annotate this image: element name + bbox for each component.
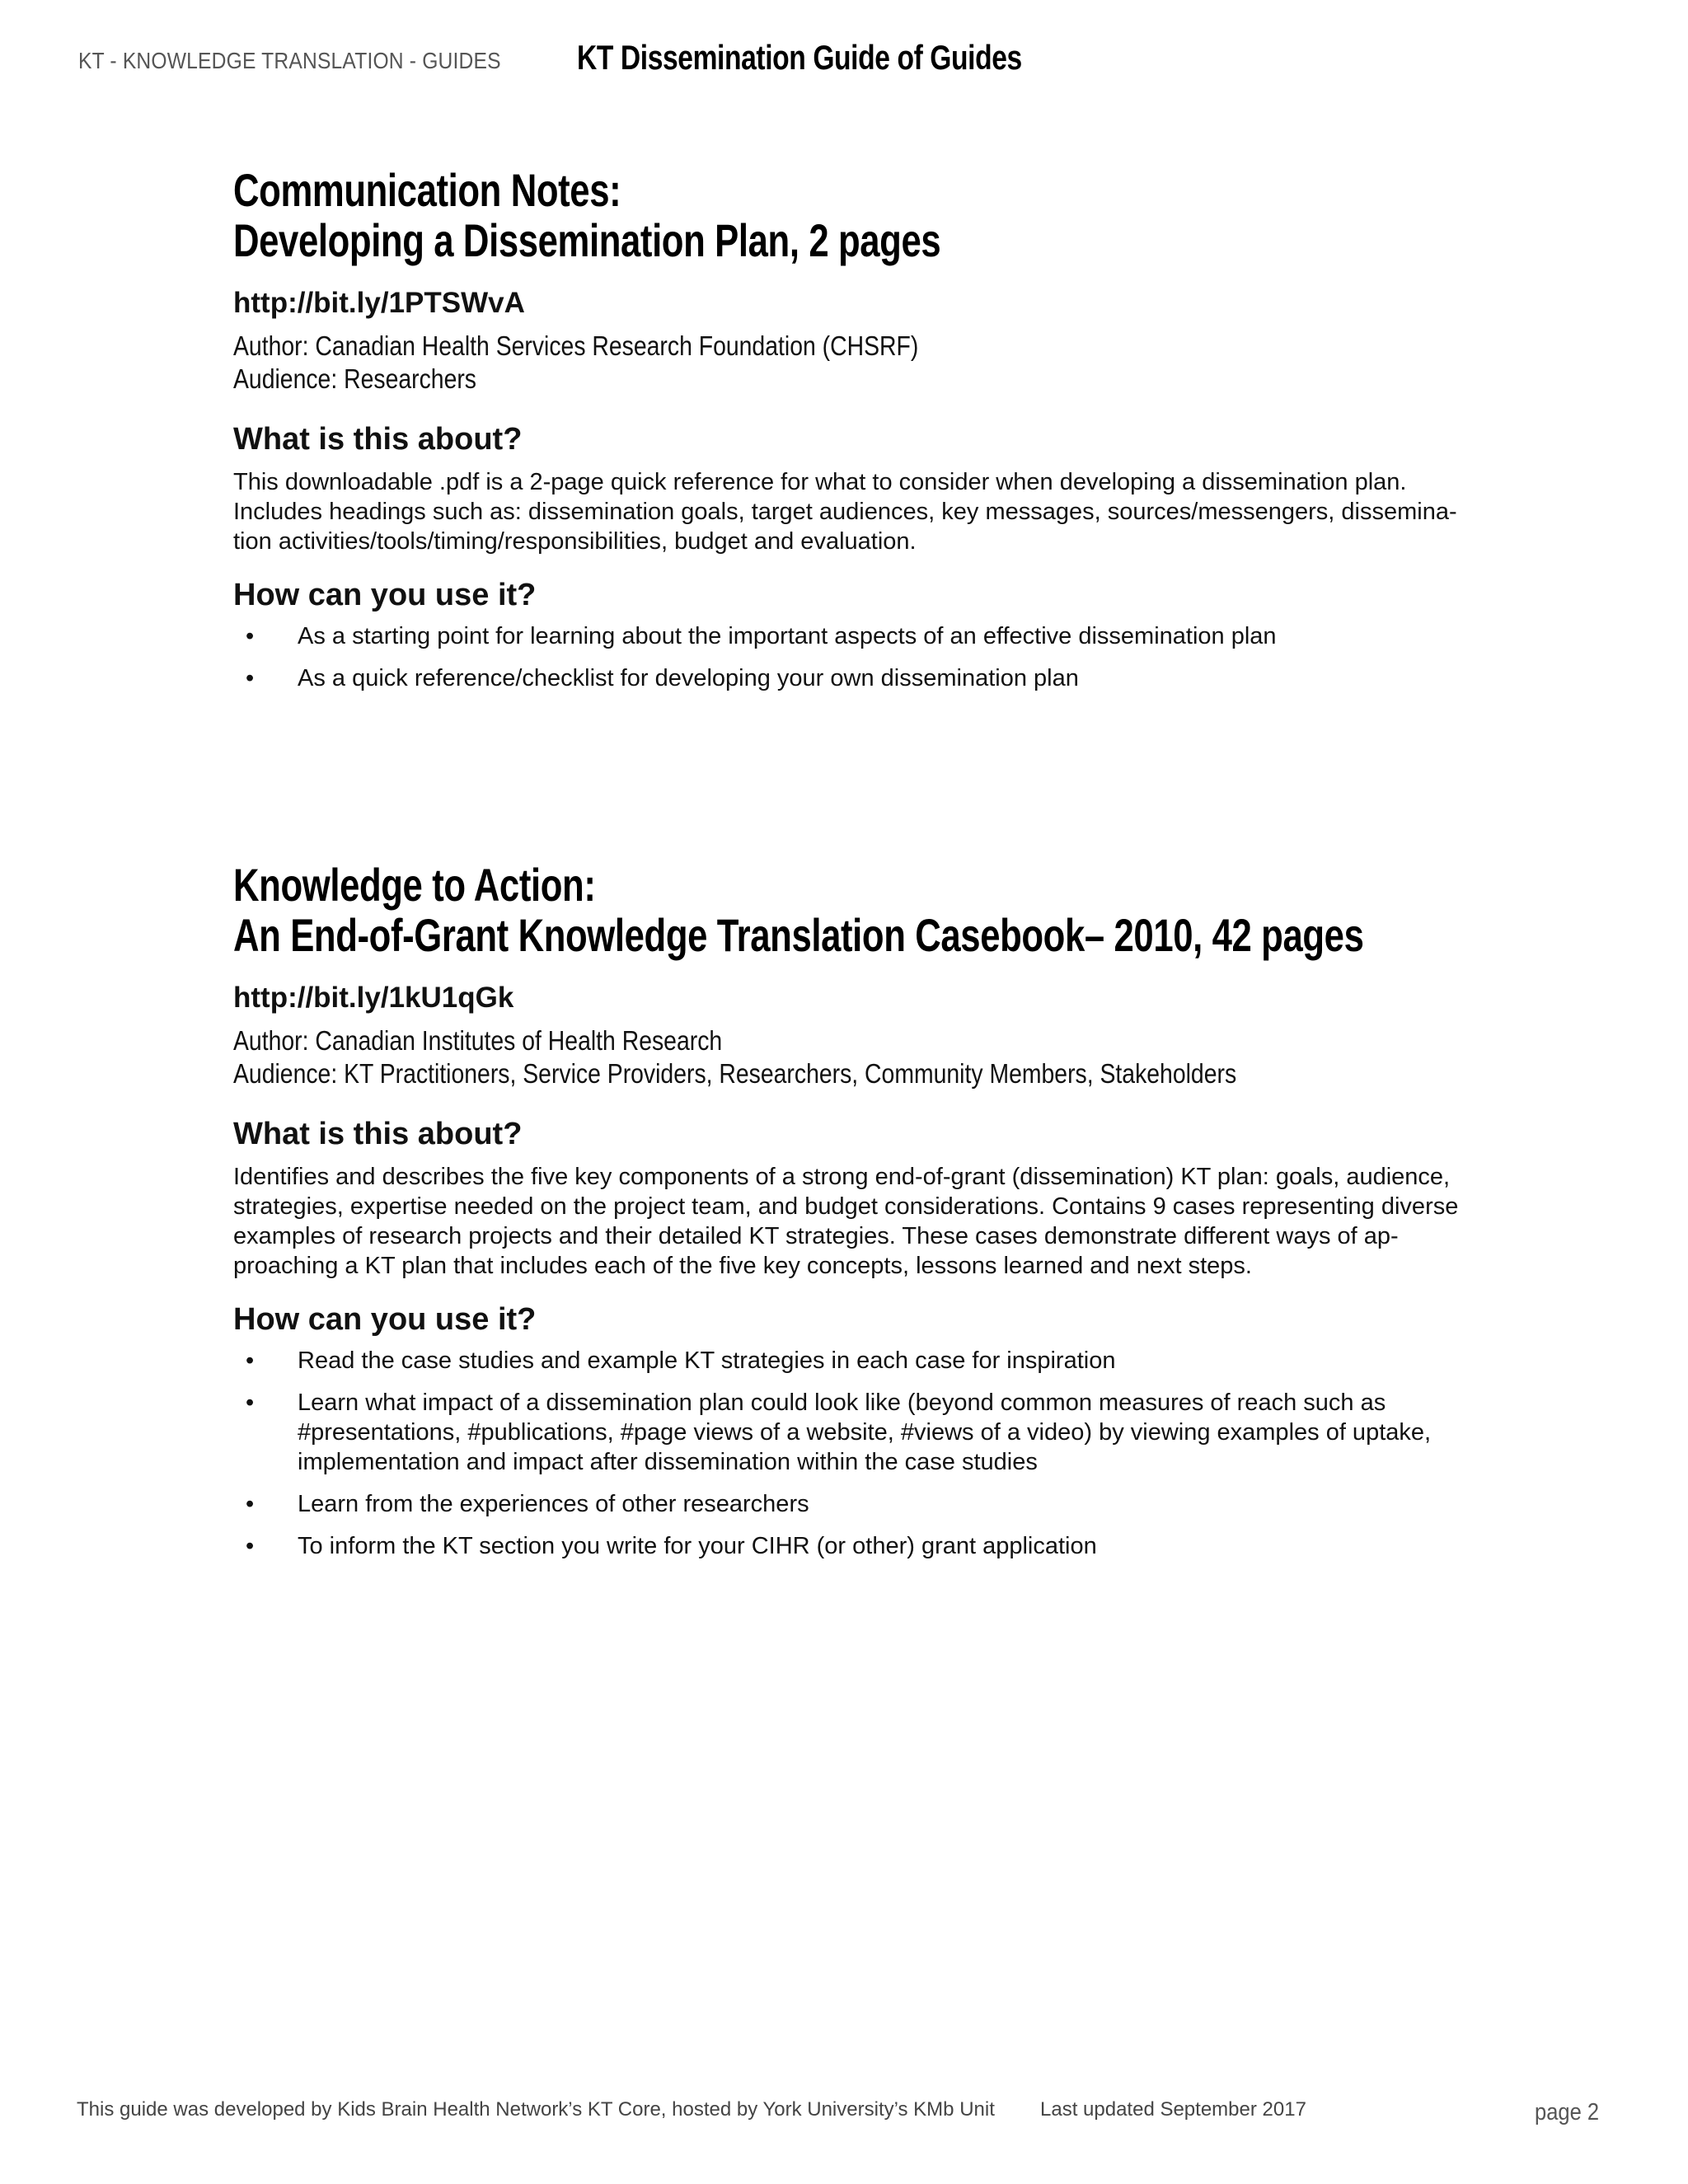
entry-link[interactable]: http://bit.ly/1PTSWvA bbox=[233, 287, 525, 319]
list-item-line: To inform the KT section you write for your CIHR (or other) grant application bbox=[298, 1533, 1097, 1559]
list-item bbox=[233, 1388, 1519, 1477]
use-list bbox=[233, 1346, 1519, 1561]
list-item bbox=[233, 663, 1519, 693]
about-line: tion activities/tools/timing/responsibilities, budget and evaluation. bbox=[233, 528, 917, 555]
footer-page-number: page 2 bbox=[1535, 2099, 1600, 2125]
list-item-line: Read the case studies and example KT strategies in each case for inspiration bbox=[298, 1347, 1116, 1374]
entry-link[interactable]: http://bit.ly/1kU1qGk bbox=[233, 982, 514, 1014]
entry-title-line: Communication Notes: bbox=[233, 164, 621, 216]
list-item bbox=[233, 1531, 1519, 1561]
guide-entry bbox=[233, 165, 1519, 705]
entry-author: Author: Canadian Institutes of Health Research bbox=[233, 1025, 723, 1056]
about-line: strategies, expertise needed on the project team, and budget considerations. Contains 9 cases representing diverse bbox=[233, 1193, 1459, 1220]
about-line: proaching a KT plan that includes each of the five key concepts, lessons learned and next steps. bbox=[233, 1253, 1252, 1279]
header-document-title: KT Dissemination Guide of Guides bbox=[577, 38, 1022, 77]
list-item-line: #presentations, #publications, #page views of a website, #views of a video) by viewing examples of uptake, bbox=[298, 1419, 1432, 1446]
list-item-line: Learn what impact of a dissemination plan could look like (beyond common measures of reach such as bbox=[298, 1390, 1386, 1416]
bullet-dot: • bbox=[246, 1491, 255, 1517]
entry-title-line: Developing a Dissemination Plan, 2 pages bbox=[233, 214, 941, 266]
use-heading: How can you use it? bbox=[233, 578, 537, 612]
list-item-line: As a starting point for learning about the important aspects of an effective dissemination plan bbox=[298, 623, 1277, 649]
list-item bbox=[233, 621, 1519, 651]
entry-author: Author: Canadian Health Services Research Foundation (CHSRF) bbox=[233, 330, 919, 361]
list-item-line: implementation and impact after dissemination within the case studies bbox=[298, 1449, 1038, 1475]
entry-title bbox=[233, 859, 1364, 961]
header-series-label: KT - KNOWLEDGE TRANSLATION - GUIDES bbox=[78, 48, 501, 73]
about-line: This downloadable .pdf is a 2-page quick reference for what to consider when developing a dissemination plan. bbox=[233, 469, 1407, 495]
bullet-dot: • bbox=[246, 623, 255, 649]
bullet-dot: • bbox=[246, 1347, 255, 1374]
about-line: Includes headings such as: dissemination goals, target audiences, key messages, sources/messengers, dissemina- bbox=[233, 499, 1457, 525]
bullet-dot: • bbox=[246, 665, 255, 691]
list-item bbox=[233, 1489, 1519, 1519]
entry-title-line: An End-of-Grant Knowledge Translation Casebook– 2010, 42 pages bbox=[233, 909, 1364, 961]
list-item-line: As a quick reference/checklist for developing your own dissemination plan bbox=[298, 665, 1079, 691]
about-heading: What is this about? bbox=[233, 1117, 523, 1151]
entry-title bbox=[233, 165, 1236, 265]
list-item-line: Learn from the experiences of other researchers bbox=[298, 1491, 809, 1517]
guide-entry bbox=[233, 860, 1519, 1573]
use-heading: How can you use it? bbox=[233, 1302, 537, 1337]
footer-last-updated: Last updated September 2017 bbox=[1040, 2098, 1306, 2121]
about-line: Identifies and describes the five key components of a strong end-of-grant (dissemination) KT plan: goals, audience, bbox=[233, 1164, 1451, 1190]
entry-meta bbox=[233, 1024, 1339, 1090]
use-list bbox=[233, 621, 1519, 693]
entry-audience: Audience: KT Practitioners, Service Providers, Researchers, Community Members, Stakeholders bbox=[233, 1058, 1237, 1089]
about-heading: What is this about? bbox=[233, 422, 523, 457]
bullet-dot: • bbox=[246, 1533, 255, 1559]
entry-meta bbox=[233, 330, 1339, 396]
about-line: examples of research projects and their detailed KT strategies. These cases demonstrate different ways of ap- bbox=[233, 1223, 1399, 1249]
footer-credit: This guide was developed by Kids Brain Health Network’s KT Core, hosted by York University’s KMb Unit bbox=[77, 2098, 995, 2121]
about-paragraph bbox=[233, 467, 1519, 556]
list-item bbox=[233, 1346, 1519, 1376]
about-paragraph bbox=[233, 1162, 1519, 1281]
bullet-dot: • bbox=[246, 1390, 255, 1416]
entry-audience: Audience: Researchers bbox=[233, 363, 477, 394]
entry-title-line: Knowledge to Action: bbox=[233, 859, 596, 911]
